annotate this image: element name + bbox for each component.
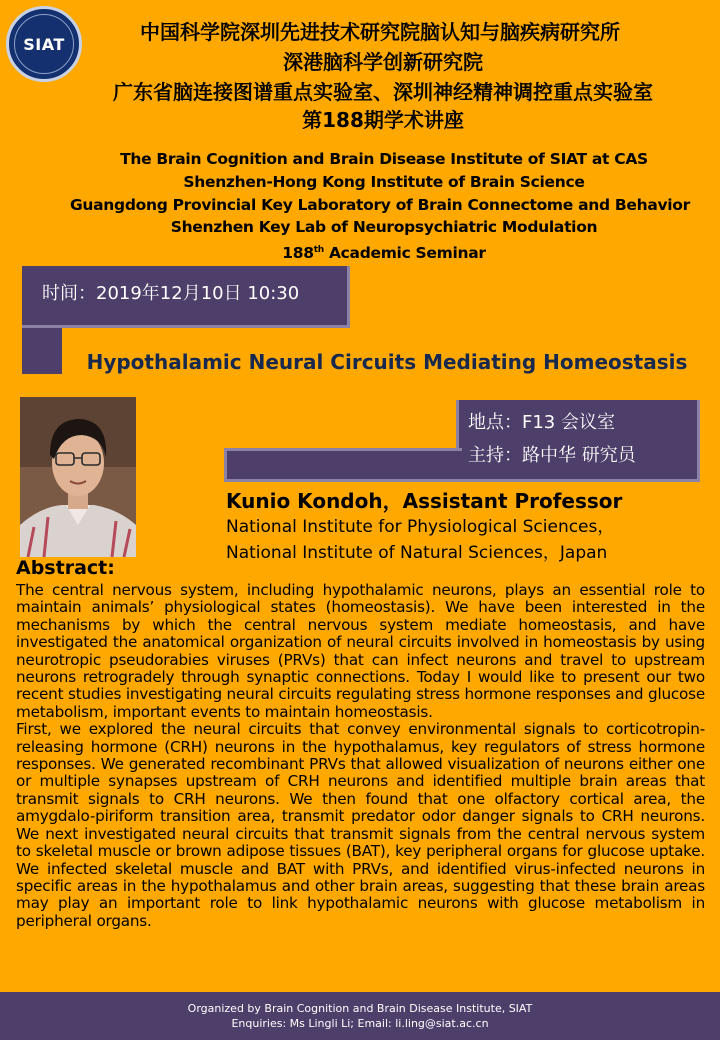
footer-enquiries: Enquiries: Ms Lingli Li; Email: li.ling@siat.ac.cn [231, 1017, 489, 1030]
seminar-label [60, 239, 708, 264]
en-title-line-2: Shenzhen-Hong Kong Institute of Brain Science [183, 173, 585, 191]
cn-title-line-1: 中国科学院深圳先进技术研究院脑认知与脑疾病研究所 [140, 20, 620, 44]
cn-title-line-4: 第188期学术讲座 [302, 108, 464, 132]
speaker-affiliation-1: National Institute for Physiological Sciences， [226, 517, 615, 537]
footer [0, 992, 720, 1040]
venue-host: 主持：路中华 研究员 [468, 445, 636, 466]
venue-box-extension [224, 448, 462, 482]
en-title-line-3: Guangdong Provincial Key Laboratory of Brain Connectome and Behavior [69, 196, 690, 214]
abstract-body [16, 582, 705, 930]
speaker-photo [20, 397, 136, 557]
speaker-affiliation-2: National Institute of Natural Sciences，Japan [226, 543, 608, 563]
speaker-portrait-image [20, 397, 136, 557]
logo-text: SIAT [23, 34, 65, 54]
en-title-line-4: Shenzhen Key Lab of Neuropsychiatric Modulation [170, 218, 598, 236]
en-title-line-1: The Brain Cognition and Brain Disease Institute of SIAT at CAS [120, 150, 648, 168]
seminar-number: 188 [282, 244, 314, 263]
time-text: 时间：2019年12月10日 10:30 [42, 283, 300, 304]
footer-organizer: Organized by Brain Cognition and Brain Disease Institute, SIAT [187, 1002, 533, 1015]
seminar-suffix: th [313, 245, 324, 255]
cn-title-line-2: 深港脑科学创新研究院 [283, 50, 483, 74]
speaker-name: Kunio Kondoh，Assistant Professor [226, 489, 623, 513]
seminar-text: Academic Seminar [323, 244, 486, 263]
abstract-paragraph-2: First, we explored the neural circuits that convey environmental signals to corticotropin-releasing hormone (CRH) neurons in the hypothalamus, key regulators of stress hormone responses. We generated recombinant PRVs that allowed visualization of neurons either one or multiple synapses upstream of CRH neurons and identified multiple brain areas that transmit signals to CRH neurons. We then found that one olfactory cortical area, the amygdalo-piriform transition area, transmit predator odor danger signals to CRH neurons. We next investigated neural circuits that transmit signals from the central nervous system to skeletal muscle or brown adipose tissues (BAT), key peripheral organs for glucose uptake. We infected skeletal muscle and BAT with PRVs, and identified virus-infected neurons in specific areas in the hypothalamus and other brain areas, suggesting that these brain areas may play an important role to link hypothalamic neurons with glucose metabolism in peripheral organs. [16, 720, 705, 930]
abstract-paragraph-1: The central nervous system, including hypothalamic neurons, plays an essential role to maintain animals’ physiological states (homeostasis). We have been interested in the mechanisms by which the central nervous system mediate homeostasis, and have investigated the anatomical organization of neural circuits involved in homeostasis by using neurotropic pseudorabies viruses (PRVs) that can infect neurons and travel to upstream neurons retrogradely through synaptic connections. Today I would like to present our two recent studies investigating neural circuits regulating stress hormone responses and glucose metabolism, important events to maintain homeostasis. [16, 581, 705, 721]
abstract-heading: Abstract: [16, 557, 115, 579]
venue-location: 地点：F13 会议室 [468, 412, 615, 433]
cn-title-line-3: 广东省脑连接图谱重点实验室、深圳神经精神调控重点实验室 [113, 80, 653, 104]
talk-title: Hypothalamic Neural Circuits Mediating Homeostasis [86, 350, 688, 374]
